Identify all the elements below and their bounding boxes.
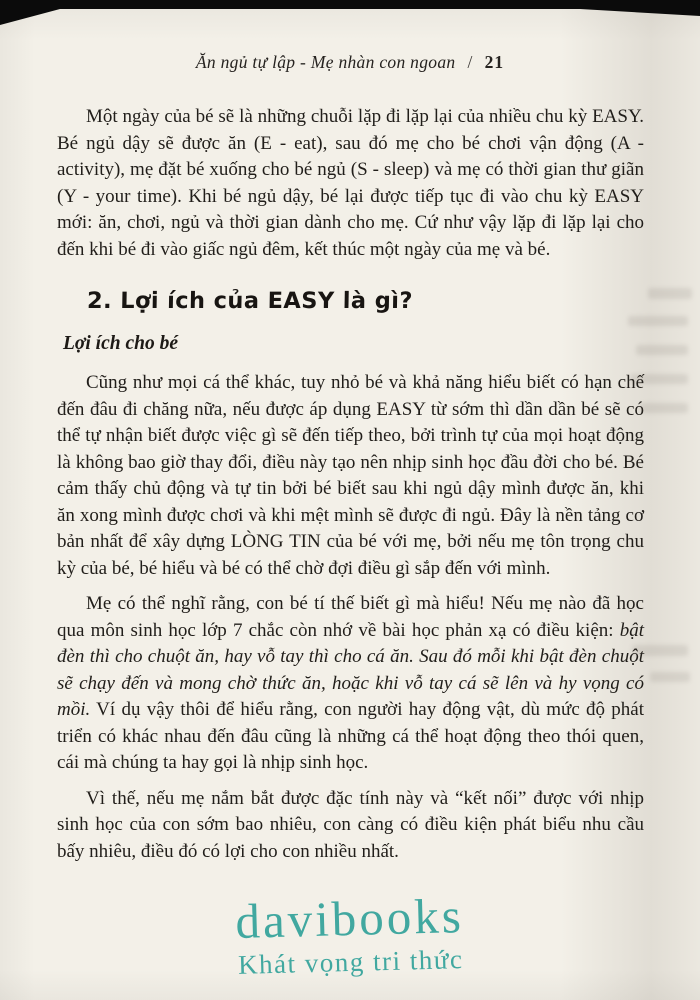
page-bleed-artifact (632, 645, 688, 656)
page-header (0, 52, 700, 73)
paragraph-baby-biological-rhythm: Cũng như mọi cá thể khác, tuy nhỏ bé và khả năng hiểu biết có hạn chế đến đâu đi chăng nữa, nếu được áp dụng EASY từ sớm thì dần dần bé sẽ có thể tự nhận biết được việc gì sẽ đến tiếp theo, bởi trình tự của mọi hoạt động là không bao giờ thay đổi, điều này tạo nên nhịp sinh học đầu đời cho bé. Bé cảm thấy chủ động và tự tin bởi bé biết sau khi ngủ dậy mình được ăn, khi ăn xong mình được chơi và khi mệt mình sẽ được đi ngủ. Đây là nền tảng cơ bản nhất để xây dựng LÒNG TIN của bé với mẹ, bởi nếu mẹ tôn trọng chu kỳ của bé, bé hiểu và bé có thể chờ đợi điều gì sắp đến với mình. (57, 372, 644, 579)
running-title: Ăn ngủ tự lập - Mẹ nhàn con ngoan (195, 52, 456, 72)
paragraph-intro-easy-cycle: Một ngày của bé sẽ là những chuỗi lặp đi lặp lại của nhiều chu kỳ EASY. Bé ngủ dậy sẽ được ăn (E - eat), sau đó mẹ cho bé chơi vận động (A - activity), mẹ đặt bé xuống cho bé ngủ (S - sleep) và mẹ có thời gian thư giãn (Y - your time). Khi bé ngủ dậy, bé lại được tiếp tục đi vào chu kỳ EASY mới: ăn, chơi, ngủ và thời gian dành cho mẹ. Cứ như vậy lặp đi lặp lại cho đến khi bé đi vào giấc ngủ đêm, kết thúc một ngày của mẹ và bé. (57, 106, 644, 260)
watermark-brand-davibooks: davibooks (234, 888, 465, 949)
page-bleed-artifact (648, 288, 692, 299)
subheading-benefits-for-baby: Lợi ích cho bé (63, 332, 178, 354)
page-bleed-artifact (650, 672, 690, 682)
paragraph-conditioned-reflex (57, 591, 644, 777)
page-bleed-artifact (636, 345, 688, 355)
paragraph-conditioned-reflex-example-italic: bật đèn thì cho chuột ăn, hay vỗ tay thì cho cá ăn. Sau đó mỗi khi bật đèn chuột sẽ chạy đến và mong chờ thức ăn, hoặc khi vỗ tay cá sẽ lên và hy vọng có mồi. (57, 619, 644, 720)
page-bleed-artifact (630, 374, 688, 384)
page-bleed-artifact (628, 316, 688, 326)
page-content (57, 104, 644, 865)
scan-edge-corner-right (580, 9, 700, 16)
scan-edge-top (0, 0, 700, 9)
paragraph-conditioned-reflex-tail: Ví dụ vậy thôi để hiểu rằng, con người hay động vật, dù mức độ phát triển có khác nhau đến đâu cũng là những cá thể hoạt động theo thói quen, cái mà chúng ta hay gọi là nhịp sinh học. (57, 699, 644, 773)
watermark (0, 881, 700, 987)
watermark-slogan: Khát vọng tri thức (237, 944, 464, 980)
paragraph-conditioned-reflex-lead: Mẹ có thể nghĩ rằng, con bé tí thế biết gì mà hiểu! Nếu mẹ nào đã học qua môn sinh học lớp 7 chắc còn nhớ về bài học phản xạ có điều kiện: (57, 593, 644, 641)
scan-edge-corner-left (0, 9, 60, 25)
paragraph-conclusion-connect-rhythm: Vì thế, nếu mẹ nắm bắt được đặc tính này và “kết nối” được với nhịp sinh học của con sớm bao nhiêu, con càng có điều kiện phát biểu nhu cầu bấy nhiêu, điều đó có lợi cho con nhiều nhất. (57, 787, 644, 862)
header-separator: / (467, 52, 473, 72)
page-bleed-artifact (640, 403, 688, 413)
page-number: 21 (484, 52, 505, 72)
section-heading-benefits-of-easy: 2. Lợi ích của EASY là gì? (86, 288, 413, 314)
